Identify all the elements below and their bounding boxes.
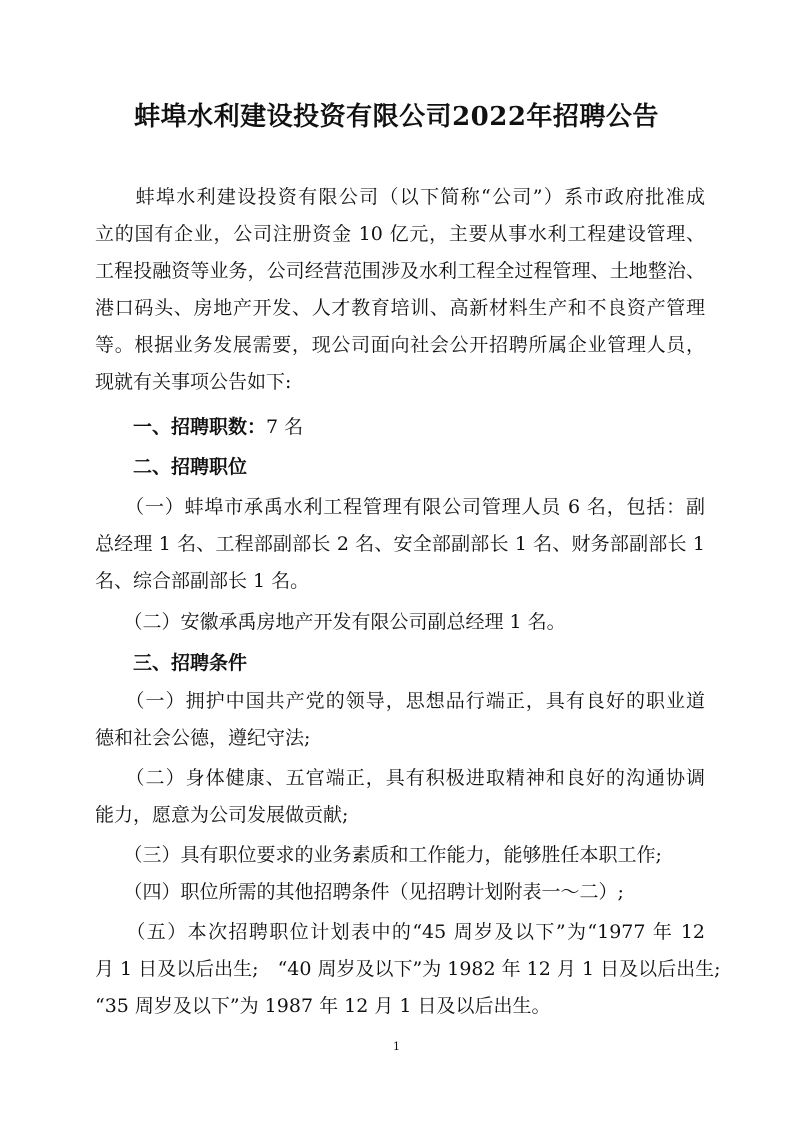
section-1-value: 7 名 bbox=[266, 416, 304, 438]
section-1-heading bbox=[95, 412, 705, 442]
intro-line-3: 工程投融资等业务，公司经营范围涉及水利工程全过程管理、土地整治、 bbox=[95, 260, 705, 282]
section-3-item-1-line-2: 德和社会公德，遵纪守法; bbox=[95, 727, 311, 749]
section-2-item-1-line-2: 总经理 1 名、工程部副部长 2 名、安全部副部长 1 名、财务部副部长 1 bbox=[95, 533, 705, 555]
section-2-item-2: （二）安徽承禹房地产开发有限公司副总经理 1 名。 bbox=[95, 611, 566, 633]
section-3-item-3: （三）具有职位要求的业务素质和工作能力，能够胜任本职工作; bbox=[95, 844, 662, 866]
section-3-item-2-line-1: （二）身体健康、五官端正，具有积极进取精神和良好的沟通协调 bbox=[95, 767, 705, 789]
section-2-item-1-line-3: 名、综合部副部长 1 名。 bbox=[95, 570, 310, 592]
section-2-heading: 二、招聘职位 bbox=[95, 456, 248, 478]
page-number: 1 bbox=[393, 1040, 400, 1053]
intro-line-1: 蚌埠水利建设投资有限公司（以下简称“公司”）系市政府批准成 bbox=[95, 186, 705, 208]
section-3-item-2-line-2: 能力，愿意为公司发展做贡献; bbox=[95, 804, 349, 826]
intro-line-4: 港口码头、房地产开发、人才教育培训、高新材料生产和不良资产管理 bbox=[95, 297, 705, 319]
section-1-title: 一、招聘职数： bbox=[95, 416, 267, 438]
intro-line-2: 立的国有企业，公司注册资金 10 亿元，主要从事水利工程建设管理、 bbox=[95, 223, 705, 245]
section-3-item-4: （四）职位所需的其他招聘条件（见招聘计划附表一～二）; bbox=[95, 881, 624, 903]
document-title: 蚌埠水利建设投资有限公司2022年招聘公告 bbox=[134, 102, 659, 132]
section-3-item-5-line-2: 月 1 日及以后出生; “40 周岁及以下”为 1982 年 12 月 1 日及以后出生; bbox=[95, 958, 721, 980]
section-3-item-5-line-3: “35 周岁及以下”为 1987 年 12 月 1 日及以后出生。 bbox=[95, 995, 551, 1017]
intro-line-5: 等。根据业务发展需要，现公司面向社会公开招聘所属企业管理人员， bbox=[95, 334, 705, 356]
intro-line-6: 现就有关事项公告如下: bbox=[95, 371, 292, 393]
section-3-item-1-line-1: （一）拥护中国共产党的领导，思想品行端正，具有良好的职业道 bbox=[95, 690, 705, 712]
section-3-heading: 三、招聘条件 bbox=[95, 652, 248, 674]
section-2-item-1-line-1: （一）蚌埠市承禹水利工程管理有限公司管理人员 6 名，包括：副 bbox=[95, 496, 705, 518]
section-3-item-5-line-1: （五）本次招聘职位计划表中的“45 周岁及以下”为“1977 年 12 bbox=[95, 921, 705, 943]
